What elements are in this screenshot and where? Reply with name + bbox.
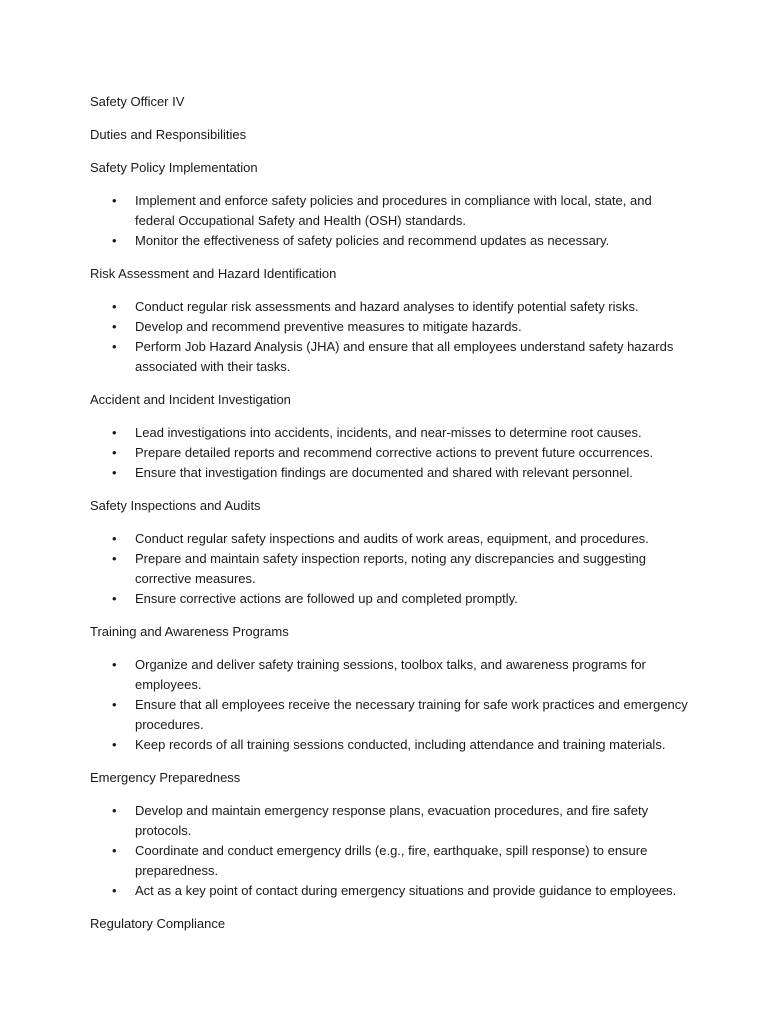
section-heading: Training and Awareness Programs bbox=[90, 624, 289, 639]
section-safety-inspections bbox=[90, 496, 690, 609]
list-item bbox=[90, 589, 690, 609]
section-training-programs bbox=[90, 622, 690, 755]
bullet-icon: • bbox=[112, 803, 117, 818]
list-item bbox=[90, 297, 690, 317]
bullet-icon: • bbox=[112, 697, 117, 712]
list-item bbox=[90, 423, 690, 443]
list-item-text: Organize and deliver safety training sessions, toolbox talks, and awareness programs for employees. bbox=[135, 657, 646, 692]
list-item-text: Ensure that investigation findings are documented and shared with relevant personnel. bbox=[135, 465, 633, 480]
bullet-icon: • bbox=[112, 319, 117, 334]
list-item-text: Conduct regular risk assessments and hazard analyses to identify potential safety risks. bbox=[135, 299, 639, 314]
section-heading: Accident and Incident Investigation bbox=[90, 392, 291, 407]
list-item-text: Develop and recommend preventive measures to mitigate hazards. bbox=[135, 319, 522, 334]
bullet-icon: • bbox=[112, 339, 117, 354]
list-item-text: Ensure that all employees receive the necessary training for safe work practices and emergency procedures. bbox=[135, 697, 688, 732]
bullet-icon: • bbox=[112, 531, 117, 546]
list-item bbox=[90, 735, 690, 755]
section-heading: Regulatory Compliance bbox=[90, 916, 226, 931]
list-item bbox=[90, 655, 690, 695]
bullet-icon: • bbox=[112, 425, 117, 440]
list-item bbox=[90, 443, 690, 463]
bullet-icon: • bbox=[112, 445, 117, 460]
bullet-icon: • bbox=[112, 299, 117, 314]
list-item bbox=[90, 695, 690, 735]
list-item-text: Conduct regular safety inspections and audits of work areas, equipment, and procedures. bbox=[135, 531, 649, 546]
list-item-text: Prepare detailed reports and recommend corrective actions to prevent future occurrences. bbox=[135, 445, 654, 460]
list-item bbox=[90, 881, 690, 901]
list-item-text: Act as a key point of contact during emergency situations and provide guidance to employees. bbox=[135, 883, 677, 898]
section-emergency-preparedness bbox=[90, 768, 690, 901]
bullet-icon: • bbox=[112, 843, 117, 858]
list-item bbox=[90, 191, 690, 231]
bullet-list bbox=[90, 423, 690, 483]
section-heading: Risk Assessment and Hazard Identification bbox=[90, 266, 337, 281]
bullet-list bbox=[90, 655, 690, 755]
list-item-text: Prepare and maintain safety inspection reports, noting any discrepancies and suggesting corrective measures. bbox=[135, 551, 646, 586]
list-item bbox=[90, 463, 690, 483]
section-heading: Safety Inspections and Audits bbox=[90, 498, 261, 513]
bullet-list bbox=[90, 529, 690, 609]
list-item bbox=[90, 549, 690, 589]
list-item bbox=[90, 801, 690, 841]
list-item bbox=[90, 841, 690, 881]
list-item-text: Perform Job Hazard Analysis (JHA) and ensure that all employees understand safety hazards associated with their tasks. bbox=[135, 339, 674, 374]
list-item-text: Monitor the effectiveness of safety policies and recommend updates as necessary. bbox=[135, 233, 610, 248]
bullet-icon: • bbox=[112, 233, 117, 248]
bullet-icon: • bbox=[112, 591, 117, 606]
list-item bbox=[90, 529, 690, 549]
list-item-text: Keep records of all training sessions conducted, including attendance and training materials. bbox=[135, 737, 666, 752]
list-item-text: Ensure corrective actions are followed up and completed promptly. bbox=[135, 591, 518, 606]
list-item bbox=[90, 337, 690, 377]
bullet-list bbox=[90, 297, 690, 377]
section-heading: Emergency Preparedness bbox=[90, 770, 241, 785]
section-heading: Safety Policy Implementation bbox=[90, 160, 258, 175]
document-title: Safety Officer IV bbox=[90, 94, 185, 109]
list-item-text: Develop and maintain emergency response plans, evacuation procedures, and fire safety protocols. bbox=[135, 803, 649, 838]
bullet-icon: • bbox=[112, 551, 117, 566]
list-item-text: Lead investigations into accidents, incidents, and near-misses to determine root causes. bbox=[135, 425, 642, 440]
bullet-icon: • bbox=[112, 465, 117, 480]
bullet-list bbox=[90, 801, 690, 901]
list-item-text: Coordinate and conduct emergency drills (e.g., fire, earthquake, spill response) to ensure preparedness. bbox=[135, 843, 648, 878]
document-page bbox=[90, 92, 690, 947]
bullet-icon: • bbox=[112, 737, 117, 752]
bullet-icon: • bbox=[112, 657, 117, 672]
document-subtitle: Duties and Responsibilities bbox=[90, 127, 247, 142]
bullet-icon: • bbox=[112, 193, 117, 208]
section-regulatory-compliance bbox=[90, 914, 690, 934]
list-item bbox=[90, 317, 690, 337]
section-accident-investigation bbox=[90, 390, 690, 483]
list-item bbox=[90, 231, 690, 251]
section-safety-policy-implementation bbox=[90, 158, 690, 251]
list-item-text: Implement and enforce safety policies and procedures in compliance with local, state, and federal Occupational Safety and Health (OSH) standards. bbox=[135, 193, 652, 228]
bullet-list bbox=[90, 191, 690, 251]
section-risk-assessment bbox=[90, 264, 690, 377]
bullet-icon: • bbox=[112, 883, 117, 898]
